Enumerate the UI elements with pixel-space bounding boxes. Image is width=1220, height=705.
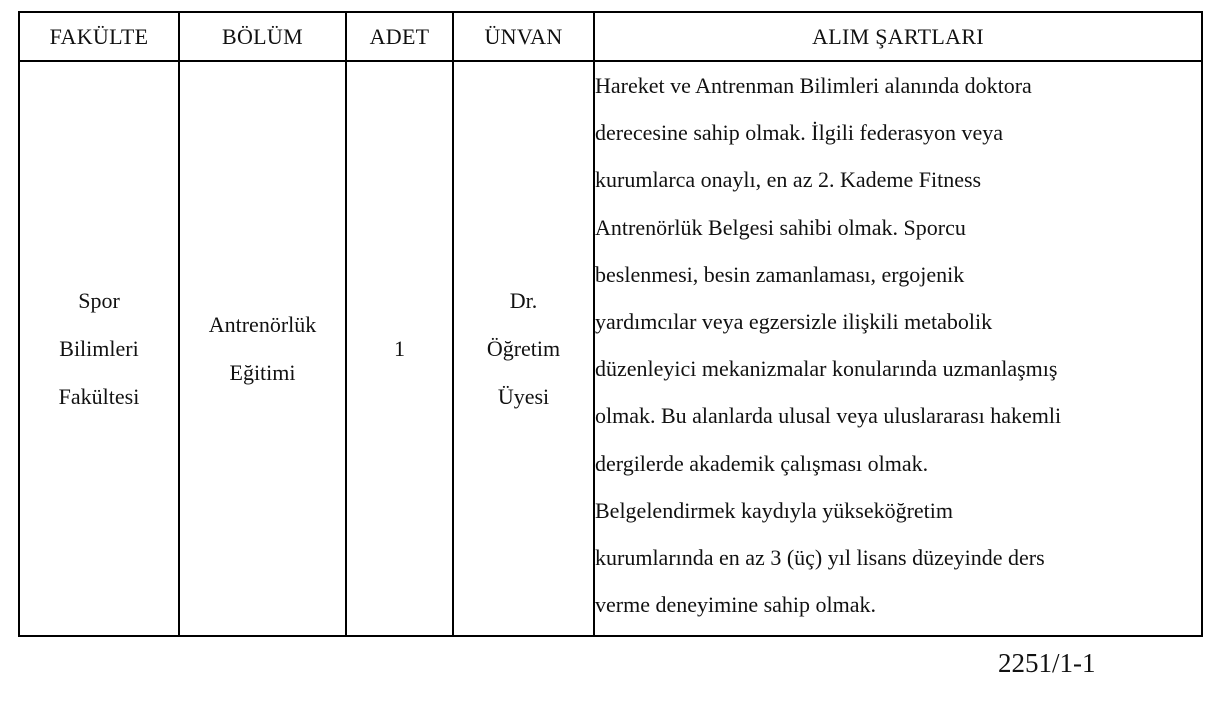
header-bolum: BÖLÜM: [179, 12, 346, 61]
requirement-line: yardımcılar veya egzersizle ilişkili metabolik: [595, 309, 993, 335]
header-adet: ADET: [346, 12, 453, 61]
requirement-line: kurumlarında en az 3 (üç) yıl lisans düzeyinde ders: [595, 545, 1045, 571]
requirement-line: beslenmesi, besin zamanlaması, ergojenik: [595, 261, 965, 287]
table-row: [19, 61, 1202, 636]
header-unvan: ÜNVAN: [453, 12, 594, 61]
requirement-line: Belgelendirmek kaydıyla yükseköğretim: [595, 497, 954, 523]
requirement-line: Antrenörlük Belgesi sahibi olmak. Sporcu: [595, 214, 966, 240]
cell-alim-sartlari: [594, 61, 1202, 636]
cell-adet: 1: [346, 61, 453, 636]
header-alim-sartlari: ALIM ŞARTLARI: [594, 12, 1202, 61]
job-announcement-table: [18, 11, 1203, 637]
cell-bolum: Antrenörlük Eğitimi: [179, 61, 346, 636]
cell-unvan: Dr. Öğretim Üyesi: [453, 61, 594, 636]
reference-number: 2251/1-1: [998, 648, 1096, 678]
cell-fakulte: Spor Bilimleri Fakültesi: [19, 61, 179, 636]
requirement-line: düzenleyici mekanizmalar konularında uzmanlaşmış: [595, 356, 1058, 382]
requirement-line: kurumlarca onaylı, en az 2. Kademe Fitness: [595, 167, 982, 193]
requirement-line: olmak. Bu alanlarda ulusal veya uluslararası hakemli: [595, 403, 1062, 429]
requirement-line: dergilerde akademik çalışması olmak.: [595, 450, 929, 476]
requirement-line: derecesine sahip olmak. İlgili federasyon veya: [595, 120, 1004, 146]
requirement-line: Hareket ve Antrenman Bilimleri alanında doktora: [595, 73, 1032, 98]
header-fakulte: FAKÜLTE: [19, 12, 179, 61]
header-row: [19, 12, 1202, 61]
requirement-line: verme deneyimine sahip olmak.: [595, 592, 877, 618]
